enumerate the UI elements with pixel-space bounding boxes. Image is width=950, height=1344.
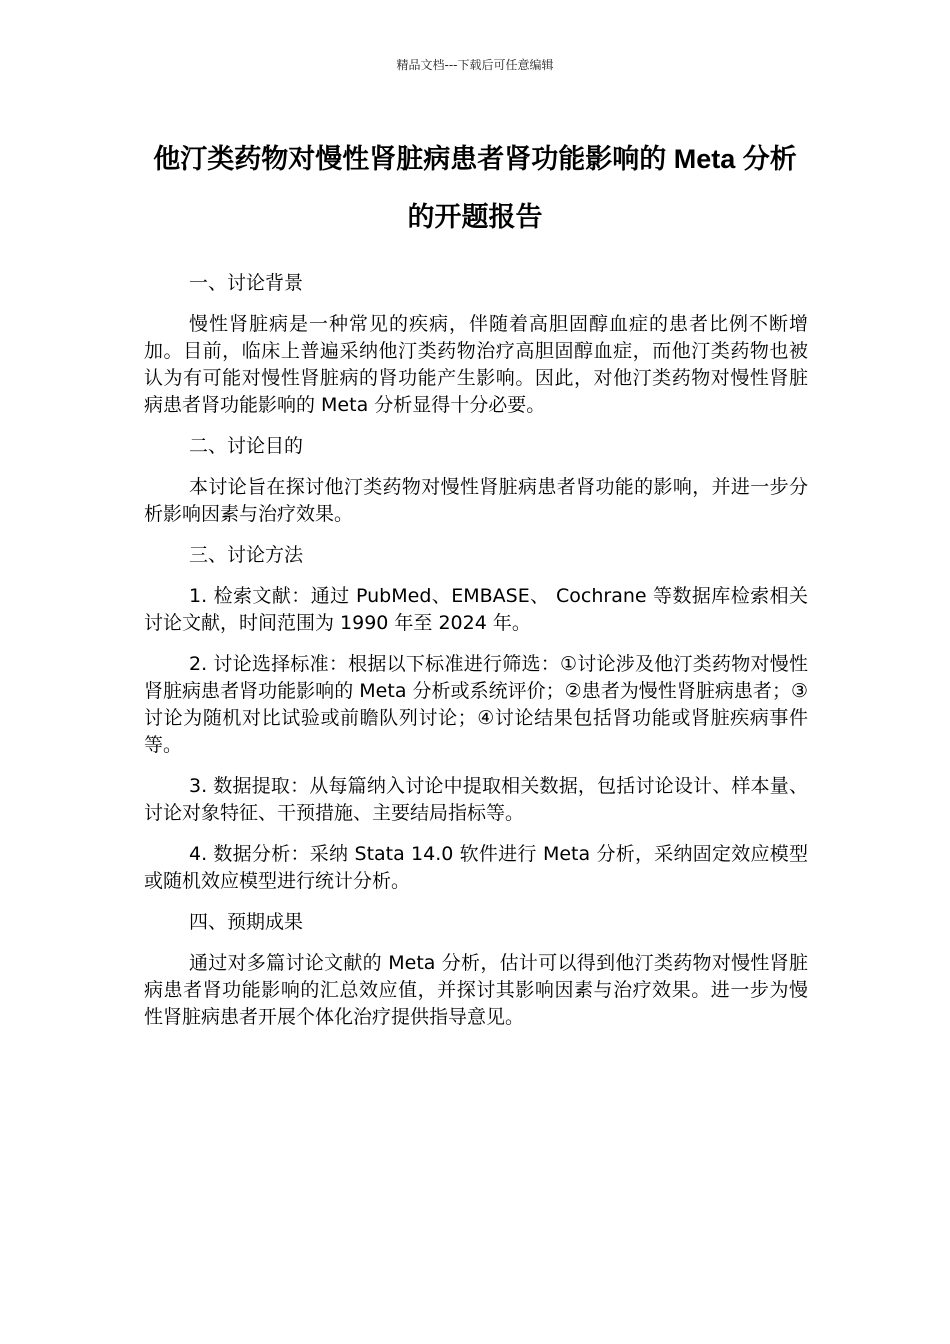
section-heading-methods: 三、讨论方法 [189, 544, 304, 566]
section-heading-purpose: 二、讨论目的 [189, 435, 304, 457]
paragraph-method-selection-criteria: 2. 讨论选择标准：根据以下标准进行筛选：①讨论涉及他汀类药物对慢性肾脏病患者肾功能影响的 Meta 分析或系统评价；②患者为慢性肾脏病患者；③讨论为随机对比试验或前瞻队列讨论；④讨论结果包括肾功能或肾脏疾病事件等。 [144, 653, 808, 756]
paragraph-purpose: 本讨论旨在探讨他汀类药物对慢性肾脏病患者肾功能的影响，并进一步分析影响因素与治疗效果。 [144, 476, 808, 525]
document-title: 他汀类药物对慢性肾脏病患者肾功能影响的 Meta 分析的开题报告 [153, 144, 797, 232]
paragraph-method-data-analysis: 4. 数据分析：采纳 Stata 14.0 软件进行 Meta 分析，采纳固定效应模型或随机效应模型进行统计分析。 [144, 843, 808, 892]
paragraph-method-literature-search: 1. 检索文献：通过 PubMed、EMBASE、 Cochrane 等数据库检索相关讨论文献，时间范围为 1990 年至 2024 年。 [144, 585, 808, 634]
section-heading-background: 一、讨论背景 [189, 272, 304, 294]
paragraph-expected-results: 通过对多篇讨论文献的 Meta 分析，估计可以得到他汀类药物对慢性肾脏病患者肾功能影响的汇总效应值，并探讨其影响因素与治疗效果。进一步为慢性肾脏病患者开展个体化治疗提供指导意见。 [144, 952, 808, 1028]
paragraph-method-data-extraction: 3. 数据提取：从每篇纳入讨论中提取相关数据，包括讨论设计、样本量、讨论对象特征、干预措施、主要结局指标等。 [144, 775, 808, 824]
document-body [144, 270, 808, 1045]
paragraph-background: 慢性肾脏病是一种常见的疾病，伴随着高胆固醇血症的患者比例不断增加。目前，临床上普遍采纳他汀类药物治疗高胆固醇血症，而他汀类药物也被认为有可能对慢性肾脏病的肾功能产生影响。因此，对他汀类药物对慢性肾脏病患者肾功能影响的 Meta 分析显得十分必要。 [144, 313, 808, 416]
section-heading-expected-results: 四、预期成果 [189, 911, 304, 933]
page-header-note: 精品文档---下载后可任意编辑 [396, 58, 554, 72]
